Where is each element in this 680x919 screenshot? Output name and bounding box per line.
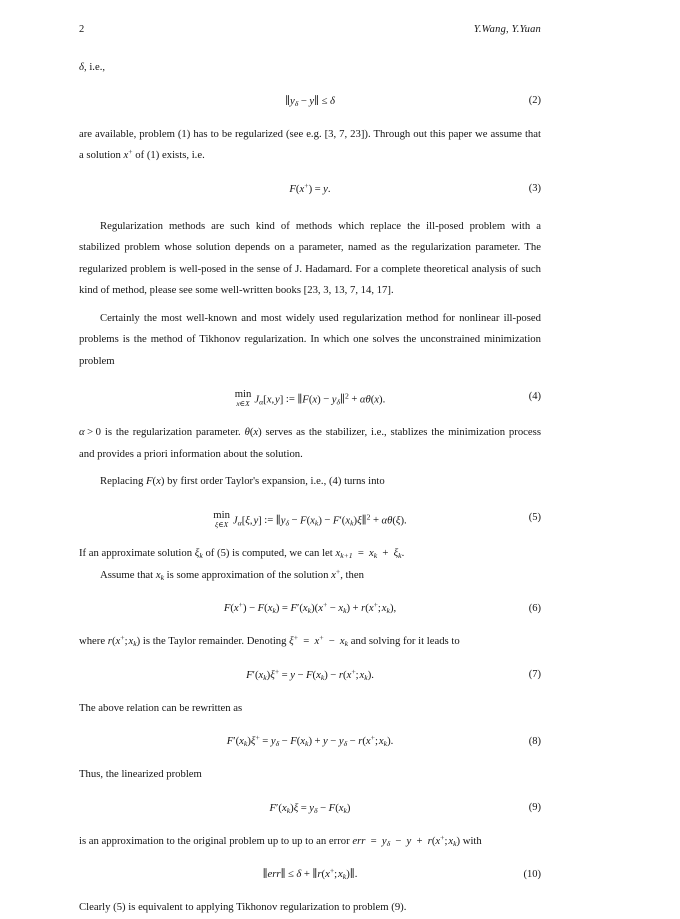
paragraph-if-approximate-solution: If an approximate solution $\xi_k$ of (5) is computed, we can let $x_{k+1} = x_k + \xi_k$.	[79, 547, 405, 561]
equation-9-body: $F'(x_k)\xi = y_\delta - F(x_k)$	[269, 801, 351, 816]
equation-10-number: (10)	[523, 868, 541, 880]
equation-8	[79, 725, 541, 758]
document-body	[79, 57, 541, 919]
equation-3-body: F(x+) = y.	[289, 180, 331, 195]
equation-3-number: (3)	[528, 183, 541, 194]
equation-8-body: $F'(x_k)\xi^+ = y_\delta - F(x_k) + y - y_\delta - r(x^+$; $x_k$).	[226, 733, 394, 749]
equation-10	[79, 858, 541, 891]
equation-5-body: min ξ∈X $J_\alpha[\xi$, y] := $\parallel y_\delta - F(x_k)$ − $F'(x_k)\xi\parallel^2 + \alpha\theta(\xi)$.	[213, 508, 407, 529]
paragraph-clearly-equivalent: Clearly (5) is equivalent to applying Tikhonov regularization to problem (9).	[79, 901, 407, 914]
paragraph-where-taylor-remainder: where r(x+; $x_k$) is the Taylor remainder. Denoting $\xi^+ = x^+ - x_k$ and solving for it leads to	[79, 633, 460, 649]
equation-2-number: (2)	[528, 95, 541, 106]
equation-2-body: $\parallel y_\delta$ − y∥ ≤ δ	[285, 94, 335, 108]
equation-6	[79, 592, 541, 625]
paragraph-is-an-approximation: is an approximation to the original problem up to up to an error err = $y_\delta - y + r(x^+$; $x_k$) with	[79, 832, 482, 849]
equation-6-body: $F(x^+) - F(x_k) = F'(x_k)(x^+ - x_k) + r(x^+$; $x_k$),	[223, 600, 397, 616]
equation-3	[79, 173, 541, 206]
equation-9	[79, 792, 541, 825]
paragraph-alpha-parameter: α > 0 is the regularization parameter. θ(x) serves as the stabilizer, i.e., stablizes the minimization process and provides a priori information about the solution.	[79, 426, 541, 460]
paragraph-above-relation: The above relation can be rewritten as	[79, 701, 243, 714]
running-head	[79, 24, 541, 35]
paragraph-certainly-tikhonov: Certainly the most well-known and most widely used regularization method for nonlinear ill-posed problems is the method of Tikhonov regularization. In which one solves the unconstrained minimization problem	[79, 311, 541, 367]
equation-4-number: (4)	[528, 391, 541, 403]
equation-2	[79, 85, 541, 118]
equation-4	[79, 378, 541, 416]
line-delta-ie: δ, i.e.,	[79, 61, 106, 73]
equation-6-number: (6)	[528, 602, 541, 614]
equation-10-body: ∥err∥ ≤ δ + ∥r(x+; $x_k)\parallel$.	[262, 866, 358, 882]
page-number: 2	[79, 24, 85, 35]
paragraph-assume-approximation: Assume that $x_k$ is some approximation of the solution x+, then	[100, 566, 364, 583]
paragraph-thus-linearized: Thus, the linearized problem	[79, 768, 202, 781]
equation-8-number: (8)	[528, 735, 541, 747]
paragraph-are-available: are available, problem (1) has to be regularized (see e.g. [3, 7, 23]). Through out this paper we assume that a solution x+ of (1) exists, i.e.	[79, 127, 541, 161]
running-head-authors: Y.Wang, Y.Yuan	[473, 24, 541, 35]
equation-9-number: (9)	[528, 802, 541, 814]
paragraph-replacing-taylor: Replacing F(x) by first order Taylor's expansion, i.e., (4) turns into	[100, 475, 385, 488]
equation-4-body: min x∈X $J_\alpha[x$, y] := ∥F(x) − $y_\delta\parallel^2 + \alpha\theta(x)$.	[234, 388, 386, 408]
paragraph-regularization-methods: Regularization methods are such kind of methods which replace the ill-posed problem with a stabilized problem whose solution depends on a parameter, named as the regularization parameter. The regularized problem is well-posed in the sense of J. Hadamard. For a complete theoretical analysis of such kind of method, please see some well-written books [23, 3, 13, 7, 14, 17].	[79, 219, 541, 296]
spacer	[79, 206, 541, 216]
equation-5-number: (5)	[528, 512, 541, 524]
equation-7	[79, 659, 541, 692]
equation-7-body: $F'(x_k)\xi^+ = y - F(x_k) - r(x^+$; $x_k$).	[246, 666, 374, 683]
equation-7-number: (7)	[528, 669, 541, 681]
equation-5	[79, 499, 541, 537]
